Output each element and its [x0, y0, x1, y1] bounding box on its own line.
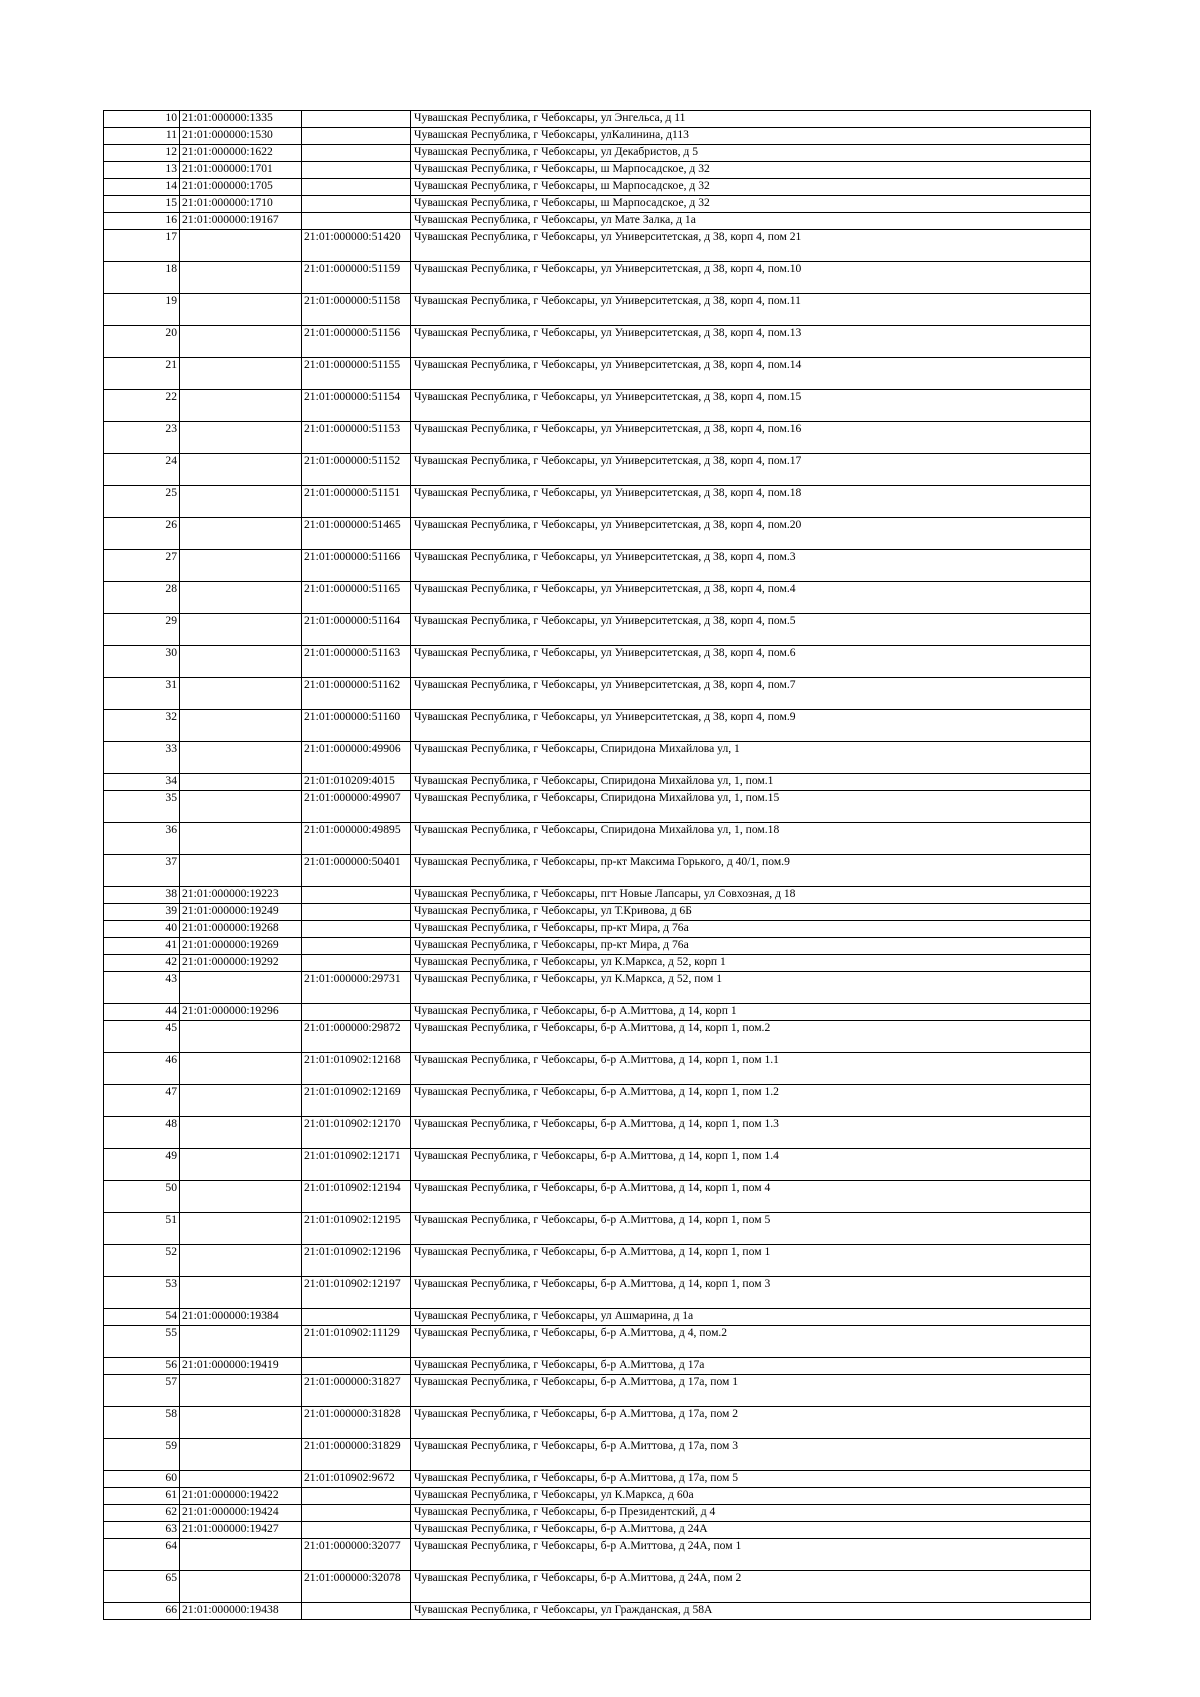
building-cadastral-number-cell [180, 742, 302, 774]
building-cadastral-number-cell: 21:01:000000:1530 [180, 128, 302, 145]
room-cadastral-number-cell: 21:01:000000:32078 [302, 1571, 411, 1603]
table-row [104, 294, 1091, 326]
building-cadastral-number-cell [180, 1277, 302, 1309]
room-cadastral-number-cell [302, 111, 411, 128]
room-cadastral-number-cell: 21:01:000000:51156 [302, 326, 411, 358]
row-number-cell: 58 [104, 1407, 180, 1439]
row-number-cell: 43 [104, 972, 180, 1004]
table-row [104, 774, 1091, 791]
building-cadastral-number-cell [180, 1245, 302, 1277]
table-row [104, 646, 1091, 678]
building-cadastral-number-cell [180, 774, 302, 791]
table-row [104, 162, 1091, 179]
room-cadastral-number-cell: 21:01:000000:51165 [302, 582, 411, 614]
row-number-cell: 57 [104, 1375, 180, 1407]
room-cadastral-number-cell [302, 1488, 411, 1505]
building-cadastral-number-cell [180, 262, 302, 294]
table-row [104, 955, 1091, 972]
address-cell: Чувашская Республика, г Чебоксары, б-р А.Миттова, д 14, корп 1, пом 1.4 [411, 1149, 1091, 1181]
row-number-cell: 19 [104, 294, 180, 326]
row-number-cell: 33 [104, 742, 180, 774]
table-row [104, 196, 1091, 213]
table-row [104, 1181, 1091, 1213]
address-cell: Чувашская Республика, г Чебоксары, ул Мате Залка, д 1а [411, 213, 1091, 230]
address-cell: Чувашская Республика, г Чебоксары, ш Марпосадское, д 32 [411, 179, 1091, 196]
building-cadastral-number-cell [180, 678, 302, 710]
building-cadastral-number-cell [180, 1085, 302, 1117]
address-cell: Чувашская Республика, г Чебоксары, улКалинина, д113 [411, 128, 1091, 145]
building-cadastral-number-cell: 21:01:000000:19296 [180, 1004, 302, 1021]
address-cell: Чувашская Республика, г Чебоксары, ул К.Маркса, д 60а [411, 1488, 1091, 1505]
building-cadastral-number-cell: 21:01:000000:19422 [180, 1488, 302, 1505]
room-cadastral-number-cell: 21:01:010902:12169 [302, 1085, 411, 1117]
room-cadastral-number-cell: 21:01:010902:12194 [302, 1181, 411, 1213]
address-cell: Чувашская Республика, г Чебоксары, ул Университетская, д 38, корп 4, пом.3 [411, 550, 1091, 582]
row-number-cell: 60 [104, 1471, 180, 1488]
table-row [104, 582, 1091, 614]
building-cadastral-number-cell: 21:01:000000:1705 [180, 179, 302, 196]
address-cell: Чувашская Республика, г Чебоксары, б-р А.Миттова, д 17а, пом 2 [411, 1407, 1091, 1439]
room-cadastral-number-cell [302, 179, 411, 196]
building-cadastral-number-cell [180, 486, 302, 518]
row-number-cell: 41 [104, 938, 180, 955]
row-number-cell: 49 [104, 1149, 180, 1181]
room-cadastral-number-cell [302, 145, 411, 162]
room-cadastral-number-cell [302, 1505, 411, 1522]
building-cadastral-number-cell: 21:01:000000:19384 [180, 1309, 302, 1326]
building-cadastral-number-cell: 21:01:000000:19427 [180, 1522, 302, 1539]
row-number-cell: 64 [104, 1539, 180, 1571]
address-cell: Чувашская Республика, г Чебоксары, ул Университетская, д 38, корп 4, пом.6 [411, 646, 1091, 678]
building-cadastral-number-cell [180, 1117, 302, 1149]
building-cadastral-number-cell: 21:01:000000:19438 [180, 1603, 302, 1620]
room-cadastral-number-cell: 21:01:000000:49907 [302, 791, 411, 823]
building-cadastral-number-cell: 21:01:000000:19424 [180, 1505, 302, 1522]
building-cadastral-number-cell [180, 1439, 302, 1471]
room-cadastral-number-cell: 21:01:000000:49895 [302, 823, 411, 855]
room-cadastral-number-cell [302, 904, 411, 921]
room-cadastral-number-cell: 21:01:000000:51159 [302, 262, 411, 294]
table-row [104, 1245, 1091, 1277]
address-cell: Чувашская Республика, г Чебоксары, б-р А.Миттова, д 14, корп 1 [411, 1004, 1091, 1021]
table-row [104, 1053, 1091, 1085]
address-cell: Чувашская Республика, г Чебоксары, ул Декабристов, д 5 [411, 145, 1091, 162]
table-row [104, 518, 1091, 550]
table-row [104, 1471, 1091, 1488]
table-row [104, 326, 1091, 358]
row-number-cell: 47 [104, 1085, 180, 1117]
address-cell: Чувашская Республика, г Чебоксары, б-р А.Миттова, д 14, корп 1, пом 1.1 [411, 1053, 1091, 1085]
table-row [104, 111, 1091, 128]
room-cadastral-number-cell [302, 128, 411, 145]
address-cell: Чувашская Республика, г Чебоксары, ул Гражданская, д 58А [411, 1603, 1091, 1620]
table-row [104, 1277, 1091, 1309]
building-cadastral-number-cell [180, 791, 302, 823]
row-number-cell: 65 [104, 1571, 180, 1603]
building-cadastral-number-cell: 21:01:000000:1622 [180, 145, 302, 162]
table-row [104, 1522, 1091, 1539]
room-cadastral-number-cell: 21:01:000000:51420 [302, 230, 411, 262]
room-cadastral-number-cell: 21:01:010902:9672 [302, 1471, 411, 1488]
address-cell: Чувашская Республика, г Чебоксары, б-р А.Миттова, д 14, корп 1, пом 1.2 [411, 1085, 1091, 1117]
building-cadastral-number-cell: 21:01:000000:19292 [180, 955, 302, 972]
table-row [104, 454, 1091, 486]
table-row [104, 710, 1091, 742]
room-cadastral-number-cell [302, 921, 411, 938]
row-number-cell: 50 [104, 1181, 180, 1213]
row-number-cell: 15 [104, 196, 180, 213]
building-cadastral-number-cell [180, 1213, 302, 1245]
room-cadastral-number-cell: 21:01:000000:49906 [302, 742, 411, 774]
address-cell: Чувашская Республика, г Чебоксары, б-р А.Миттова, д 14, корп 1, пом 5 [411, 1213, 1091, 1245]
table-row [104, 1488, 1091, 1505]
table-row [104, 390, 1091, 422]
row-number-cell: 14 [104, 179, 180, 196]
row-number-cell: 56 [104, 1358, 180, 1375]
row-number-cell: 51 [104, 1213, 180, 1245]
address-cell: Чувашская Республика, г Чебоксары, ул Университетская, д 38, корп 4, пом.9 [411, 710, 1091, 742]
building-cadastral-number-cell [180, 326, 302, 358]
row-number-cell: 29 [104, 614, 180, 646]
room-cadastral-number-cell [302, 887, 411, 904]
row-number-cell: 39 [104, 904, 180, 921]
row-number-cell: 61 [104, 1488, 180, 1505]
table-row [104, 791, 1091, 823]
table-row [104, 422, 1091, 454]
row-number-cell: 38 [104, 887, 180, 904]
row-number-cell: 17 [104, 230, 180, 262]
row-number-cell: 13 [104, 162, 180, 179]
building-cadastral-number-cell: 21:01:000000:1335 [180, 111, 302, 128]
table-row [104, 1539, 1091, 1571]
building-cadastral-number-cell [180, 646, 302, 678]
table-row [104, 145, 1091, 162]
room-cadastral-number-cell [302, 1603, 411, 1620]
address-cell: Чувашская Республика, г Чебоксары, ул Университетская, д 38, корп 4, пом.10 [411, 262, 1091, 294]
building-cadastral-number-cell [180, 710, 302, 742]
building-cadastral-number-cell [180, 823, 302, 855]
address-cell: Чувашская Республика, г Чебоксары, ул Университетская, д 38, корп 4, пом.14 [411, 358, 1091, 390]
table-row [104, 358, 1091, 390]
table-row [104, 213, 1091, 230]
room-cadastral-number-cell: 21:01:010902:12171 [302, 1149, 411, 1181]
table-row [104, 1358, 1091, 1375]
row-number-cell: 10 [104, 111, 180, 128]
building-cadastral-number-cell [180, 1181, 302, 1213]
table-row [104, 550, 1091, 582]
address-cell: Чувашская Республика, г Чебоксары, ул Университетская, д 38, корп 4, пом.11 [411, 294, 1091, 326]
address-cell: Чувашская Республика, г Чебоксары, ул Ашмарина, д 1а [411, 1309, 1091, 1326]
table-row [104, 1085, 1091, 1117]
address-cell: Чувашская Республика, г Чебоксары, ул Университетская, д 38, корп 4, пом.4 [411, 582, 1091, 614]
address-cell: Чувашская Республика, г Чебоксары, б-р А.Миттова, д 24А, пом 2 [411, 1571, 1091, 1603]
building-cadastral-number-cell [180, 454, 302, 486]
address-cell: Чувашская Республика, г Чебоксары, ул К.Маркса, д 52, пом 1 [411, 972, 1091, 1004]
building-cadastral-number-cell [180, 422, 302, 454]
row-number-cell: 54 [104, 1309, 180, 1326]
table-row [104, 678, 1091, 710]
room-cadastral-number-cell: 21:01:000000:29731 [302, 972, 411, 1004]
room-cadastral-number-cell: 21:01:000000:51154 [302, 390, 411, 422]
building-cadastral-number-cell [180, 518, 302, 550]
row-number-cell: 34 [104, 774, 180, 791]
table-row [104, 938, 1091, 955]
table-row [104, 1439, 1091, 1471]
address-cell: Чувашская Республика, г Чебоксары, б-р А.Миттова, д 17а [411, 1358, 1091, 1375]
address-cell: Чувашская Республика, г Чебоксары, ул К.Маркса, д 52, корп 1 [411, 955, 1091, 972]
row-number-cell: 48 [104, 1117, 180, 1149]
row-number-cell: 22 [104, 390, 180, 422]
building-cadastral-number-cell: 21:01:000000:1710 [180, 196, 302, 213]
building-cadastral-number-cell: 21:01:000000:19419 [180, 1358, 302, 1375]
building-cadastral-number-cell [180, 550, 302, 582]
room-cadastral-number-cell: 21:01:000000:51153 [302, 422, 411, 454]
row-number-cell: 32 [104, 710, 180, 742]
address-cell: Чувашская Республика, г Чебоксары, ул Университетская, д 38, корп 4, пом 21 [411, 230, 1091, 262]
address-cell: Чувашская Республика, г Чебоксары, пр-кт Мира, д 76а [411, 938, 1091, 955]
table-row [104, 921, 1091, 938]
table-row [104, 1213, 1091, 1245]
room-cadastral-number-cell [302, 162, 411, 179]
row-number-cell: 40 [104, 921, 180, 938]
address-cell: Чувашская Республика, г Чебоксары, б-р А.Миттова, д 17а, пом 3 [411, 1439, 1091, 1471]
table-row [104, 614, 1091, 646]
row-number-cell: 28 [104, 582, 180, 614]
table-row [104, 1407, 1091, 1439]
address-cell: Чувашская Республика, г Чебоксары, пр-кт Максима Горького, д 40/1, пом.9 [411, 855, 1091, 887]
address-cell: Чувашская Республика, г Чебоксары, б-р А.Миттова, д 14, корп 1, пом 4 [411, 1181, 1091, 1213]
room-cadastral-number-cell: 21:01:010902:12196 [302, 1245, 411, 1277]
room-cadastral-number-cell: 21:01:000000:51162 [302, 678, 411, 710]
table-row [104, 1603, 1091, 1620]
row-number-cell: 25 [104, 486, 180, 518]
row-number-cell: 27 [104, 550, 180, 582]
address-cell: Чувашская Республика, г Чебоксары, б-р Президентский, д 4 [411, 1505, 1091, 1522]
building-cadastral-number-cell [180, 1471, 302, 1488]
room-cadastral-number-cell: 21:01:000000:51166 [302, 550, 411, 582]
table-row [104, 1375, 1091, 1407]
row-number-cell: 31 [104, 678, 180, 710]
room-cadastral-number-cell: 21:01:010902:12195 [302, 1213, 411, 1245]
room-cadastral-number-cell [302, 1522, 411, 1539]
address-cell: Чувашская Республика, г Чебоксары, ул Университетская, д 38, корп 4, пом.18 [411, 486, 1091, 518]
address-cell: Чувашская Республика, г Чебоксары, б-р А.Миттова, д 14, корп 1, пом 3 [411, 1277, 1091, 1309]
row-number-cell: 44 [104, 1004, 180, 1021]
room-cadastral-number-cell: 21:01:010902:11129 [302, 1326, 411, 1358]
table-row [104, 486, 1091, 518]
address-cell: Чувашская Республика, г Чебоксары, б-р А.Миттова, д 4, пом.2 [411, 1326, 1091, 1358]
row-number-cell: 59 [104, 1439, 180, 1471]
table-row [104, 1505, 1091, 1522]
room-cadastral-number-cell: 21:01:000000:51163 [302, 646, 411, 678]
address-cell: Чувашская Республика, г Чебоксары, Спиридона Михайлова ул, 1, пом.15 [411, 791, 1091, 823]
room-cadastral-number-cell: 21:01:000000:29872 [302, 1021, 411, 1053]
address-cell: Чувашская Республика, г Чебоксары, ул Университетская, д 38, корп 4, пом.15 [411, 390, 1091, 422]
row-number-cell: 53 [104, 1277, 180, 1309]
building-cadastral-number-cell: 21:01:000000:19249 [180, 904, 302, 921]
address-cell: Чувашская Республика, г Чебоксары, ул Университетская, д 38, корп 4, пом.5 [411, 614, 1091, 646]
address-cell: Чувашская Республика, г Чебоксары, пгт Новые Лапсары, ул Совхозная, д 18 [411, 887, 1091, 904]
row-number-cell: 63 [104, 1522, 180, 1539]
room-cadastral-number-cell [302, 1358, 411, 1375]
room-cadastral-number-cell [302, 213, 411, 230]
room-cadastral-number-cell [302, 938, 411, 955]
building-cadastral-number-cell [180, 358, 302, 390]
building-cadastral-number-cell [180, 1326, 302, 1358]
address-cell: Чувашская Республика, г Чебоксары, ул Университетская, д 38, корп 4, пом.17 [411, 454, 1091, 486]
building-cadastral-number-cell [180, 972, 302, 1004]
room-cadastral-number-cell: 21:01:000000:51158 [302, 294, 411, 326]
address-cell: Чувашская Республика, г Чебоксары, ул Т.Кривова, д 6Б [411, 904, 1091, 921]
room-cadastral-number-cell: 21:01:010209:4015 [302, 774, 411, 791]
row-number-cell: 66 [104, 1603, 180, 1620]
row-number-cell: 16 [104, 213, 180, 230]
row-number-cell: 18 [104, 262, 180, 294]
building-cadastral-number-cell: 21:01:000000:1701 [180, 162, 302, 179]
table-row [104, 1309, 1091, 1326]
row-number-cell: 30 [104, 646, 180, 678]
address-cell: Чувашская Республика, г Чебоксары, Спиридона Михайлова ул, 1, пом.1 [411, 774, 1091, 791]
building-cadastral-number-cell [180, 1375, 302, 1407]
row-number-cell: 12 [104, 145, 180, 162]
address-cell: Чувашская Республика, г Чебоксары, ул Университетская, д 38, корп 4, пом.16 [411, 422, 1091, 454]
room-cadastral-number-cell: 21:01:000000:51164 [302, 614, 411, 646]
table-row [104, 179, 1091, 196]
building-cadastral-number-cell [180, 1149, 302, 1181]
room-cadastral-number-cell: 21:01:000000:31828 [302, 1407, 411, 1439]
room-cadastral-number-cell: 21:01:010902:12168 [302, 1053, 411, 1085]
row-number-cell: 46 [104, 1053, 180, 1085]
row-number-cell: 37 [104, 855, 180, 887]
room-cadastral-number-cell: 21:01:000000:31829 [302, 1439, 411, 1471]
address-cell: Чувашская Республика, г Чебоксары, б-р А.Миттова, д 17а, пом 5 [411, 1471, 1091, 1488]
row-number-cell: 55 [104, 1326, 180, 1358]
row-number-cell: 23 [104, 422, 180, 454]
address-cell: Чувашская Республика, г Чебоксары, б-р А.Миттова, д 14, корп 1, пом 1 [411, 1245, 1091, 1277]
table-row [104, 262, 1091, 294]
table-row [104, 855, 1091, 887]
address-cell: Чувашская Республика, г Чебоксары, б-р А.Миттова, д 17а, пом 1 [411, 1375, 1091, 1407]
address-cell: Чувашская Республика, г Чебоксары, ул Университетская, д 38, корп 4, пом.13 [411, 326, 1091, 358]
room-cadastral-number-cell [302, 1004, 411, 1021]
address-cell: Чувашская Республика, г Чебоксары, б-р А.Миттова, д 24А [411, 1522, 1091, 1539]
table-row [104, 1004, 1091, 1021]
table-row [104, 230, 1091, 262]
table-row [104, 1117, 1091, 1149]
row-number-cell: 24 [104, 454, 180, 486]
row-number-cell: 42 [104, 955, 180, 972]
row-number-cell: 62 [104, 1505, 180, 1522]
address-cell: Чувашская Республика, г Чебоксары, б-р А.Миттова, д 24А, пом 1 [411, 1539, 1091, 1571]
building-cadastral-number-cell: 21:01:000000:19268 [180, 921, 302, 938]
room-cadastral-number-cell: 21:01:010902:12170 [302, 1117, 411, 1149]
building-cadastral-number-cell [180, 294, 302, 326]
building-cadastral-number-cell [180, 614, 302, 646]
row-number-cell: 26 [104, 518, 180, 550]
table-row [104, 972, 1091, 1004]
building-cadastral-number-cell [180, 230, 302, 262]
cadastral-registry-table [103, 110, 1091, 1620]
room-cadastral-number-cell: 21:01:000000:31827 [302, 1375, 411, 1407]
row-number-cell: 20 [104, 326, 180, 358]
address-cell: Чувашская Республика, г Чебоксары, б-р А.Миттова, д 14, корп 1, пом 1.3 [411, 1117, 1091, 1149]
room-cadastral-number-cell: 21:01:000000:51152 [302, 454, 411, 486]
table-row [104, 1571, 1091, 1603]
row-number-cell: 52 [104, 1245, 180, 1277]
address-cell: Чувашская Республика, г Чебоксары, ул Энгельса, д 11 [411, 111, 1091, 128]
address-cell: Чувашская Республика, г Чебоксары, ш Марпосадское, д 32 [411, 196, 1091, 213]
registry-table-body [104, 111, 1091, 1620]
address-cell: Чувашская Республика, г Чебоксары, Спиридона Михайлова ул, 1 [411, 742, 1091, 774]
building-cadastral-number-cell [180, 390, 302, 422]
building-cadastral-number-cell [180, 582, 302, 614]
room-cadastral-number-cell: 21:01:010902:12197 [302, 1277, 411, 1309]
table-row [104, 1021, 1091, 1053]
table-row [104, 1326, 1091, 1358]
address-cell: Чувашская Республика, г Чебоксары, Спиридона Михайлова ул, 1, пом.18 [411, 823, 1091, 855]
room-cadastral-number-cell: 21:01:000000:51160 [302, 710, 411, 742]
building-cadastral-number-cell [180, 1021, 302, 1053]
table-row [104, 1149, 1091, 1181]
building-cadastral-number-cell [180, 855, 302, 887]
room-cadastral-number-cell: 21:01:000000:51465 [302, 518, 411, 550]
room-cadastral-number-cell: 21:01:000000:51155 [302, 358, 411, 390]
table-row [104, 887, 1091, 904]
building-cadastral-number-cell [180, 1053, 302, 1085]
building-cadastral-number-cell [180, 1571, 302, 1603]
building-cadastral-number-cell [180, 1407, 302, 1439]
address-cell: Чувашская Республика, г Чебоксары, ул Университетская, д 38, корп 4, пом.20 [411, 518, 1091, 550]
room-cadastral-number-cell: 21:01:000000:50401 [302, 855, 411, 887]
address-cell: Чувашская Республика, г Чебоксары, пр-кт Мира, д 76а [411, 921, 1091, 938]
table-row [104, 742, 1091, 774]
table-row [104, 128, 1091, 145]
room-cadastral-number-cell [302, 955, 411, 972]
address-cell: Чувашская Республика, г Чебоксары, ул Университетская, д 38, корп 4, пом.7 [411, 678, 1091, 710]
address-cell: Чувашская Республика, г Чебоксары, б-р А.Миттова, д 14, корп 1, пом.2 [411, 1021, 1091, 1053]
room-cadastral-number-cell [302, 1309, 411, 1326]
table-row [104, 823, 1091, 855]
room-cadastral-number-cell: 21:01:000000:51151 [302, 486, 411, 518]
table-row [104, 904, 1091, 921]
row-number-cell: 36 [104, 823, 180, 855]
address-cell: Чувашская Республика, г Чебоксары, ш Марпосадское, д 32 [411, 162, 1091, 179]
row-number-cell: 35 [104, 791, 180, 823]
building-cadastral-number-cell: 21:01:000000:19269 [180, 938, 302, 955]
building-cadastral-number-cell: 21:01:000000:19223 [180, 887, 302, 904]
row-number-cell: 11 [104, 128, 180, 145]
building-cadastral-number-cell: 21:01:000000:19167 [180, 213, 302, 230]
room-cadastral-number-cell: 21:01:000000:32077 [302, 1539, 411, 1571]
row-number-cell: 45 [104, 1021, 180, 1053]
room-cadastral-number-cell [302, 196, 411, 213]
building-cadastral-number-cell [180, 1539, 302, 1571]
row-number-cell: 21 [104, 358, 180, 390]
